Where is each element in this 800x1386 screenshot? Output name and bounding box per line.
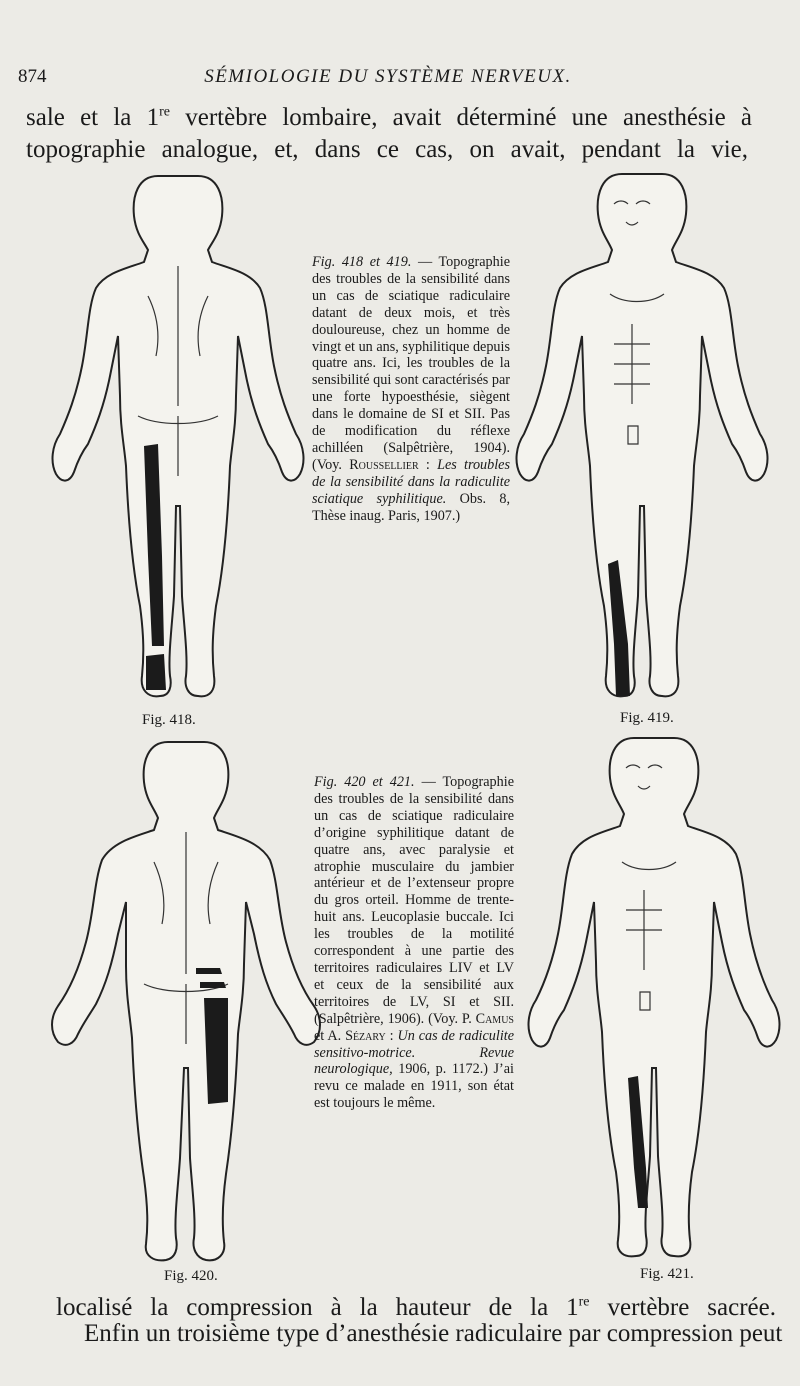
body-line-1: sale et la 1re vertèbre lombaire, avait déterminé une anesthésie à [26,104,753,131]
author-name: Roussellier [349,456,419,473]
figure-418-back-view [48,176,308,706]
caption-number: Fig. 418 et 419. [312,254,412,270]
figure-419-label: Fig. 419. [620,710,674,726]
caption-figures-418-419: Fig. 418 et 419. — Topographie des troubles de la sensibilité dans un cas de sciatique radiculaire datant de deux mois, et très douloureuse, chez un homme de vingt et un ans, syphilitique depuis quatre ans. Ici, les troubles de la sensibilité qui sont caractérisés par une forte hypoesthésie, siègent dans le domaine de SI et SII. Pas de modification du réflexe achilléen (Salpêtrière, 1904). (Voy. Roussellier : Les troubles de la sensibilité dans la radiculite sciatique syphilitique. Obs. 8, Thèse inaug. Paris, 1907.) [312,254,510,524]
author-name: Camus [475,1010,514,1027]
figure-421-label: Fig. 421. [640,1266,694,1282]
body-line-4: Enfin un troisième type d’anesthésie radiculaire par compression peut [84,1320,783,1347]
page-number: 874 [18,66,47,87]
figure-421-front-view [524,738,774,1258]
body-line-2: topographie analogue, et, dans ce cas, on avait, pendant la vie, [26,136,748,163]
caption-figures-420-421: Fig. 420 et 421. — Topographie des troubles de la sensibilité dans un cas de sciatique radiculaire d’origine syphilitique datant de quatre ans, avec paralysie et atrophie musculaire du jambier antérieur et de l’extenseur propre du gros orteil. Homme de trente-huit ans. Leucoplasie buccale. Ici les troubles de la motilité correspondent à une partie des territoires radiculaires LIV et LV et ceux de la sensibilité aux territoires de LV, SI et SII. (Salpêtrière, 1906). (Voy. P. Camus et A. Sézary : Un cas de radiculite sensitivo-motrice. Revue neurologique, 1906, p. 1172.) J’ai revu ce malade en 1911, son état est toujours le même. [314,774,514,1112]
caption-number: Fig. 420 et 421. [314,774,415,790]
author-name: Sézary [345,1027,386,1044]
body-line-3: localisé la compression à la hauteur de la 1re vertèbre sacrée. [56,1294,776,1321]
running-head [18,66,758,92]
figure-419-front-view [510,174,760,704]
work-title: Un cas de radiculite sensitivo-motrice. Revue neurologique, [314,1027,514,1078]
figure-420-label: Fig. 420. [164,1268,218,1284]
work-title: Les troubles de la sensibilité dans la radiculite sciatique syphilitique. [312,456,510,507]
running-title: SÉMIOLOGIE DU SYSTÈME NERVEUX. [204,66,572,87]
figure-418-label: Fig. 418. [142,712,196,728]
figure-420-back-view [50,742,320,1262]
